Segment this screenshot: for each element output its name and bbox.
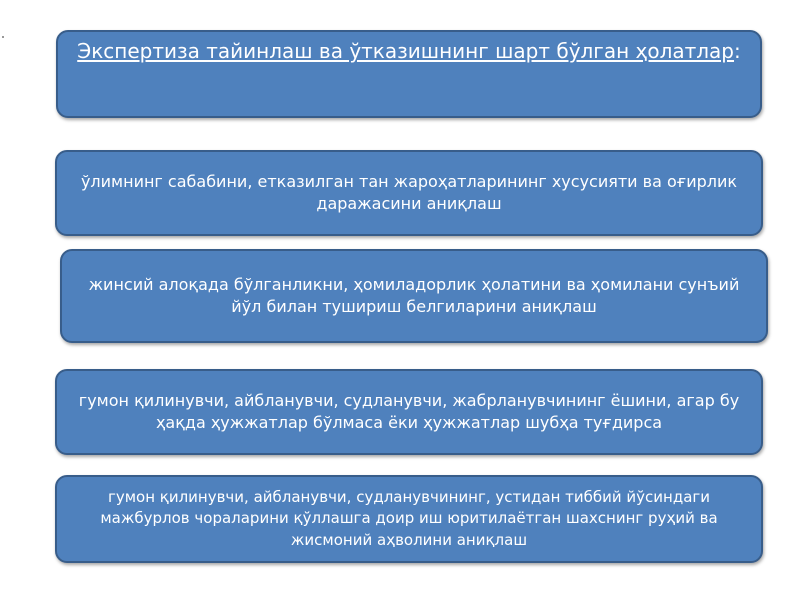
condition-text-1: ўлимнинг сабабини, етказилган тан жароҳатларининг хусусияти ва оғирлик даражасини аниқлаш xyxy=(80,171,738,213)
title-box xyxy=(56,30,762,118)
condition-text-4: гумон қилинувчи, айбланувчи, судланувчининг, устидан тиббий йўсиндаги мажбурлов чораларини қўллашга доир иш юритилаётган шахснинг руҳий ва жисмоний аҳволини аниқлаш xyxy=(100,488,718,549)
condition-box-2 xyxy=(60,249,768,343)
title-colon: : xyxy=(734,39,741,63)
stray-dot xyxy=(2,36,4,38)
condition-box-4 xyxy=(55,475,763,563)
title-underlined-text: Экспертиза тайинлаш ва ўтказишнинг шарт бўлган ҳолатлар xyxy=(77,39,735,63)
condition-text-2: жинсий алоқада бўлганликни, ҳомиладорлик ҳолатини ва ҳомилани сунъий йўл билан тушириш белгиларини аниқлаш xyxy=(88,274,740,316)
condition-box-1 xyxy=(55,150,763,236)
condition-box-3 xyxy=(55,369,763,455)
title-text xyxy=(77,38,741,64)
condition-text-3: гумон қилинувчи, айбланувчи, судланувчи, жабрланувчининг ёшини, агар бу ҳақда ҳужжатлар бўлмаса ёки ҳужжатлар шубҳа туғдирса xyxy=(78,390,740,432)
